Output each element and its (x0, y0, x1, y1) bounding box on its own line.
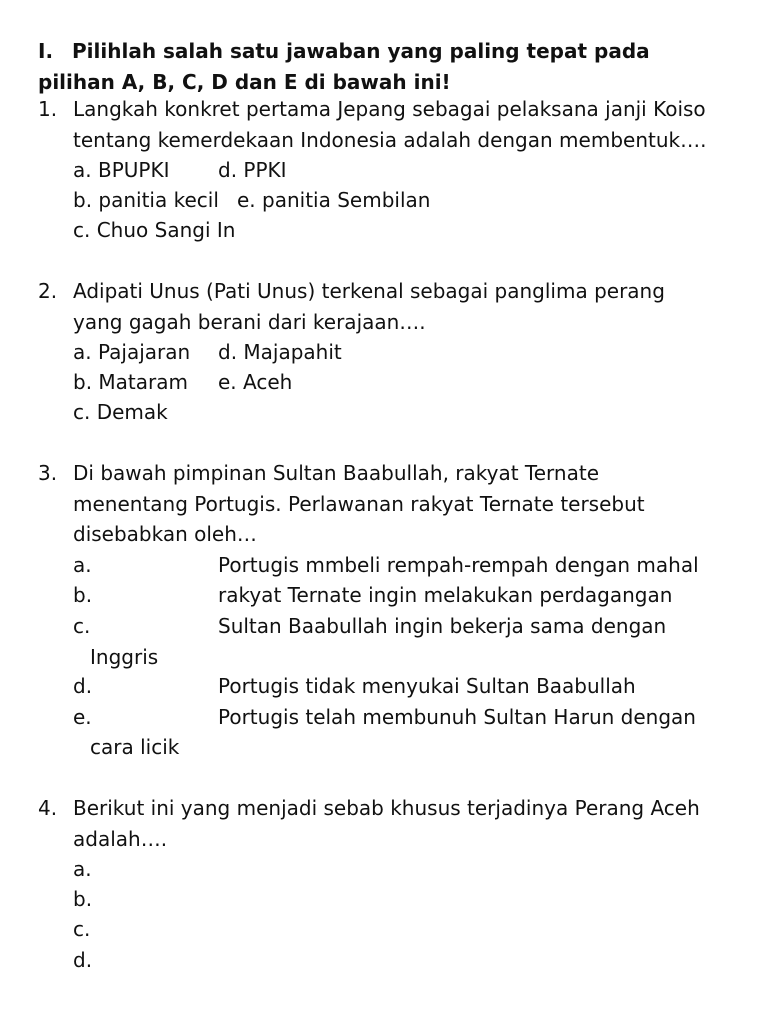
answer-option-b: b. Mataram (73, 370, 188, 394)
section-instruction-line-1: Pilihlah salah satu jawaban yang paling tepat pada (72, 39, 650, 63)
question-stem-line: Langkah konkret pertama Jepang sebagai pelaksana janji Koiso (73, 97, 706, 121)
answer-option-d: d. Majapahit (218, 340, 342, 364)
answer-option-letter: e. (73, 705, 92, 729)
answer-option-continuation: cara licik (90, 735, 180, 759)
section-instruction-line-2: pilihan A, B, C, D dan E di bawah ini! (38, 70, 451, 94)
answer-option-a: a. BPUPKI (73, 158, 170, 182)
answer-option-e: Portugis telah membunuh Sultan Harun dengan (218, 705, 696, 729)
question-stem-line: menentang Portugis. Perlawanan rakyat Ternate tersebut (73, 492, 645, 516)
answer-option-continuation: Inggris (90, 645, 159, 669)
answer-option-c: c. Chuo Sangi In (73, 218, 236, 242)
answer-option-letter: a. (73, 553, 92, 577)
answer-option-b: b. panitia kecil (73, 188, 219, 212)
question-stem-line: tentang kemerdekaan Indonesia adalah dengan membentuk…. (73, 128, 707, 152)
question-stem-line: Adipati Unus (Pati Unus) terkenal sebagai panglima perang (73, 279, 665, 303)
answer-option-d: d. (73, 948, 93, 972)
question-number: 4. (38, 796, 58, 820)
answer-option-d: d. PPKI (218, 158, 287, 182)
section-heading (38, 36, 738, 98)
answer-option-c: c. Demak (73, 400, 168, 424)
answer-option-b: rakyat Ternate ingin melakukan perdagangan (218, 583, 673, 607)
answer-option-letter: d. (73, 674, 93, 698)
answer-option-letter: c. (73, 614, 91, 638)
question-stem-line: Berikut ini yang menjadi sebab khusus terjadinya Perang Aceh (73, 796, 700, 820)
answer-option-a: Portugis mmbeli rempah-rempah dengan mahal (218, 553, 699, 577)
answer-option-c: c. (73, 917, 91, 941)
question-number: 2. (38, 279, 58, 303)
answer-option-a: a. (73, 857, 92, 881)
answer-option-e: e. Aceh (218, 370, 293, 394)
question-stem-line: adalah…. (73, 827, 168, 851)
question-stem-line: Di bawah pimpinan Sultan Baabullah, rakyat Ternate (73, 461, 599, 485)
question-stem-line: disebabkan oleh… (73, 522, 257, 546)
answer-option-e: e. panitia Sembilan (237, 188, 431, 212)
answer-option-letter: b. (73, 583, 93, 607)
section-number: I. (38, 39, 54, 63)
answer-option-a: a. Pajajaran (73, 340, 191, 364)
question-stem-line: yang gagah berani dari kerajaan…. (73, 310, 426, 334)
answer-option-d: Portugis tidak menyukai Sultan Baabullah (218, 674, 636, 698)
question-number: 1. (38, 97, 58, 121)
answer-option-c: Sultan Baabullah ingin bekerja sama dengan (218, 614, 667, 638)
question-number: 3. (38, 461, 58, 485)
answer-option-b: b. (73, 887, 93, 911)
